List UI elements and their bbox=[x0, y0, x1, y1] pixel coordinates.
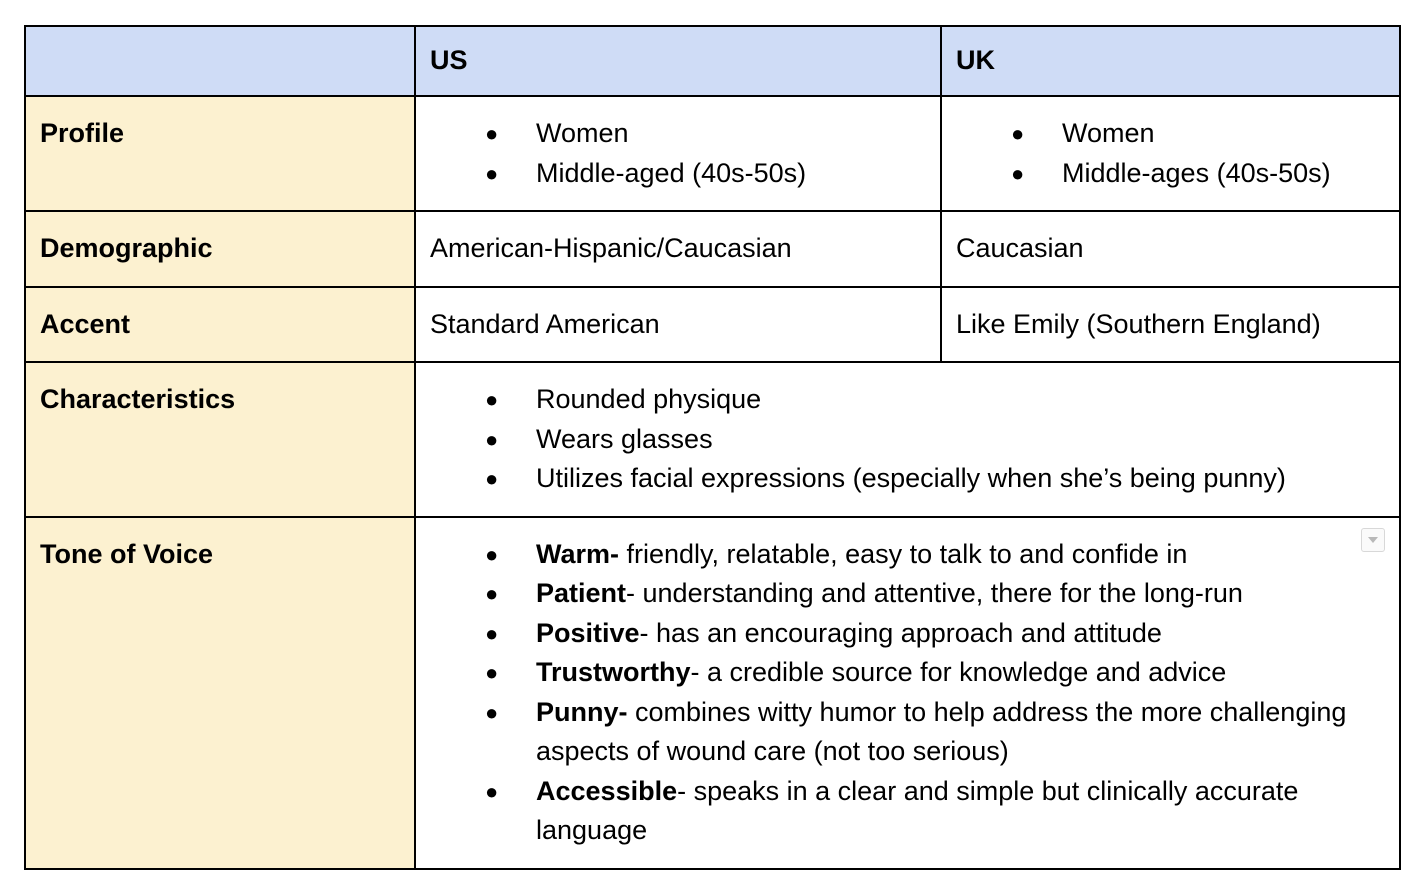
bullet-dot: ● bbox=[1011, 160, 1025, 186]
list-item bbox=[956, 114, 1385, 154]
tone-description: - understanding and attentive, there for the long-run bbox=[626, 578, 1243, 608]
profile-uk-cell bbox=[941, 96, 1400, 211]
tone-description: combines witty humor to help address the more challenging aspects of wound care (not too serious) bbox=[536, 696, 1347, 766]
row-demographic bbox=[25, 211, 1400, 287]
bullet-dot: ● bbox=[485, 426, 499, 452]
tone-of-voice-list bbox=[430, 535, 1385, 851]
tone-term: Punny- bbox=[536, 696, 628, 727]
bullet-dot: ● bbox=[485, 620, 499, 646]
bullet-dot: ● bbox=[485, 660, 499, 685]
profile-uk-list bbox=[956, 114, 1385, 193]
list-item bbox=[430, 574, 1385, 614]
profile-us-cell bbox=[415, 96, 941, 211]
list-item bbox=[430, 535, 1385, 575]
tone-of-voice-cell bbox=[415, 517, 1400, 869]
header-row bbox=[25, 26, 1400, 96]
profile-us-list bbox=[430, 114, 926, 193]
bullet-dot: ● bbox=[485, 699, 499, 725]
bullet-dot: ● bbox=[485, 466, 499, 491]
tone-description: - speaks in a clear and simple but clinically accurate language bbox=[536, 775, 1299, 845]
tone-description: - has an encouraging approach and attitude bbox=[639, 617, 1162, 648]
tone-term: Warm- bbox=[536, 538, 620, 569]
list-item-text: Rounded physique bbox=[536, 384, 762, 414]
row-accent bbox=[25, 287, 1400, 363]
tone-description: - a credible source for knowledge and advice bbox=[690, 657, 1227, 687]
list-item bbox=[430, 653, 1385, 693]
header-us: US bbox=[415, 26, 941, 96]
tone-term: Positive bbox=[536, 617, 640, 648]
row-label-demographic: Demographic bbox=[25, 211, 415, 287]
header-corner-cell bbox=[25, 26, 415, 96]
header-uk: UK bbox=[941, 26, 1400, 96]
row-profile bbox=[25, 96, 1400, 211]
list-item bbox=[430, 459, 1385, 499]
list-item bbox=[430, 380, 1385, 420]
list-item-text: Women bbox=[1062, 118, 1155, 148]
row-label-profile: Profile bbox=[25, 96, 415, 211]
tone-term: Accessible bbox=[536, 775, 678, 806]
accent-uk-cell: Like Emily (Southern England) bbox=[941, 287, 1400, 363]
tone-term: Patient bbox=[536, 578, 627, 608]
persona-table bbox=[24, 25, 1401, 870]
accent-us-cell: Standard American bbox=[415, 287, 941, 363]
list-item-text: Women bbox=[536, 118, 629, 148]
demographic-uk-cell: Caucasian bbox=[941, 211, 1400, 287]
list-item-text: Utilizes facial expressions (especially when she’s being punny) bbox=[536, 463, 1286, 493]
bullet-dot: ● bbox=[485, 387, 499, 412]
demographic-us-cell: American-Hispanic/Caucasian bbox=[415, 211, 941, 287]
row-characteristics bbox=[25, 362, 1400, 517]
characteristics-cell bbox=[415, 362, 1400, 517]
list-item-text: Middle-aged (40s-50s) bbox=[536, 157, 807, 188]
list-item bbox=[430, 772, 1385, 851]
list-item bbox=[430, 114, 926, 154]
bullet-dot: ● bbox=[485, 778, 499, 804]
list-item-text: Wears glasses bbox=[536, 423, 713, 454]
row-label-characteristics: Characteristics bbox=[25, 362, 415, 517]
list-item bbox=[956, 154, 1385, 194]
bullet-dot: ● bbox=[1011, 121, 1025, 146]
bullet-dot: ● bbox=[485, 541, 499, 567]
bullet-dot: ● bbox=[485, 160, 499, 186]
list-item bbox=[430, 693, 1385, 772]
list-item-text: Middle-ages (40s-50s) bbox=[1062, 157, 1331, 188]
tone-term: Trustworthy bbox=[536, 657, 691, 687]
bullet-dot: ● bbox=[485, 121, 499, 146]
list-item bbox=[430, 614, 1385, 654]
tone-description: friendly, relatable, easy to talk to and confide in bbox=[619, 538, 1188, 569]
row-label-tone-of-voice: Tone of Voice bbox=[25, 517, 415, 869]
list-item bbox=[430, 154, 926, 194]
list-item bbox=[430, 420, 1385, 460]
characteristics-list bbox=[430, 380, 1385, 499]
bullet-dot: ● bbox=[485, 581, 499, 606]
row-label-accent: Accent bbox=[25, 287, 415, 363]
row-tone-of-voice bbox=[25, 517, 1400, 869]
